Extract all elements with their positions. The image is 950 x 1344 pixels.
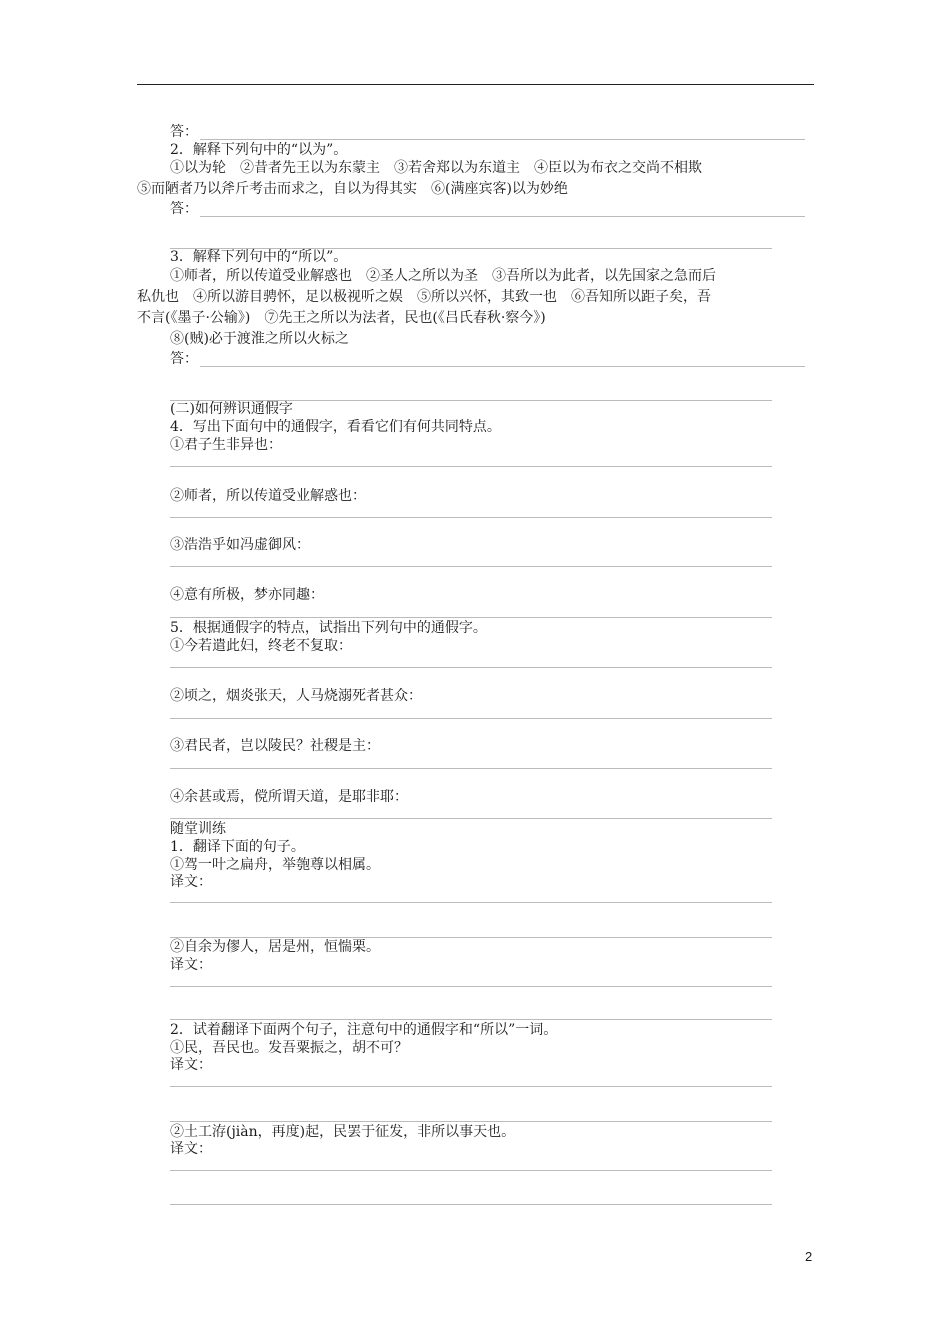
answer-line — [200, 139, 805, 140]
answer-line[interactable] — [170, 768, 772, 769]
answer-line[interactable] — [170, 517, 772, 518]
translation-label: 译文： — [170, 1141, 212, 1157]
answer-line[interactable] — [170, 818, 772, 819]
q3-line2: 私仇也 ④所以游目骋怀，足以极视听之娱 ⑤所以兴怀，其致一也 ⑥吾知所以距子矣，吾 — [137, 289, 711, 305]
answer-line — [200, 366, 805, 367]
q4-item-3: ③浩浩乎如冯虚御风： — [170, 537, 310, 553]
translation-label: 译文： — [170, 874, 212, 890]
answer-line[interactable] — [170, 667, 772, 668]
answer-line[interactable] — [170, 718, 772, 719]
q4-item-1: ①君子生非异也： — [170, 437, 282, 453]
practice-heading: 随堂训练 — [170, 821, 226, 837]
q5-item-3: ③君民者，岂以陵民？社稷是主： — [170, 738, 380, 754]
q5-title: 5．根据通假字的特点，试指出下列句中的通假字。 — [170, 620, 487, 636]
q4-title: 4．写出下面句中的通假字，看看它们有何共同特点。 — [170, 419, 501, 435]
answer-line[interactable] — [170, 1086, 772, 1087]
section2-heading: (二)如何辨识通假字 — [170, 401, 293, 417]
answer-row-q1[interactable] — [170, 123, 805, 141]
header-rule — [137, 84, 814, 85]
practice-q1-item-1: ①驾一叶之扁舟，举匏尊以相属。 — [170, 857, 380, 873]
answer-label: 答： — [170, 201, 198, 217]
q2-title: 2．解释下列句中的“以为”。 — [170, 142, 348, 158]
practice-q2-item-2: ②土工洊(jiàn，再度)起，民罢于征发，非所以事天也。 — [170, 1124, 516, 1140]
answer-label: 答： — [170, 124, 198, 140]
q4-item-2: ②师者，所以传道受业解惑也： — [170, 488, 366, 504]
practice-q1-item-2: ②自余为僇人，居是州，恒惴栗。 — [170, 939, 380, 955]
practice-q2-title: 2．试着翻译下面两个句子，注意句中的通假字和“所以”一词。 — [170, 1022, 558, 1038]
answer-line[interactable] — [170, 466, 772, 467]
answer-line[interactable] — [170, 1019, 772, 1020]
q2-line1: ①以为轮 ②昔者先王以为东蒙主 ③若舍郑以为东道主 ④臣以为布衣之交尚不相欺 — [170, 160, 702, 176]
q5-item-1: ①今若遣此妇，终老不复取： — [170, 638, 352, 654]
translation-label: 译文： — [170, 1057, 212, 1073]
practice-q1-title: 1．翻译下面的句子。 — [170, 839, 305, 855]
q3-title: 3．解释下列句中的“所以”。 — [170, 249, 348, 265]
answer-line[interactable] — [170, 1170, 772, 1171]
q4-item-4: ④意有所极，梦亦同趣： — [170, 587, 324, 603]
q5-item-2: ②顷之，烟炎张天，人马烧溺死者甚众： — [170, 688, 422, 704]
q2-line2: ⑤而陋者乃以斧斤考击而求之，自以为得其实 ⑥(满座宾客)以为妙绝 — [137, 181, 568, 197]
answer-line[interactable] — [170, 902, 772, 903]
q3-line1: ①师者，所以传道受业解惑也 ②圣人之所以为圣 ③吾所以为此者，以先国家之急而后 — [170, 268, 716, 284]
page-number: 2 — [805, 1249, 813, 1264]
answer-line[interactable] — [170, 617, 772, 618]
answer-line[interactable] — [170, 1121, 772, 1122]
q3-line4: ⑧(贼)必于渡淮之所以火标之 — [170, 331, 349, 347]
translation-label: 译文： — [170, 957, 212, 973]
answer-line[interactable] — [170, 1204, 772, 1205]
answer-row-q3[interactable] — [170, 350, 805, 368]
answer-line[interactable] — [170, 566, 772, 567]
answer-row-q2[interactable] — [170, 200, 805, 218]
practice-q2-item-1: ①民，吾民也。发吾粟振之，胡不可？ — [170, 1040, 408, 1056]
answer-line — [200, 216, 805, 217]
answer-label: 答： — [170, 351, 198, 367]
q5-item-4: ④余甚或焉，傥所谓天道，是耶非耶： — [170, 789, 408, 805]
answer-line[interactable] — [170, 986, 772, 987]
q3-line3: 不言(《墨子·公输》) ⑦先王之所以为法者，民也(《吕氏春秋·察今》) — [137, 310, 546, 326]
